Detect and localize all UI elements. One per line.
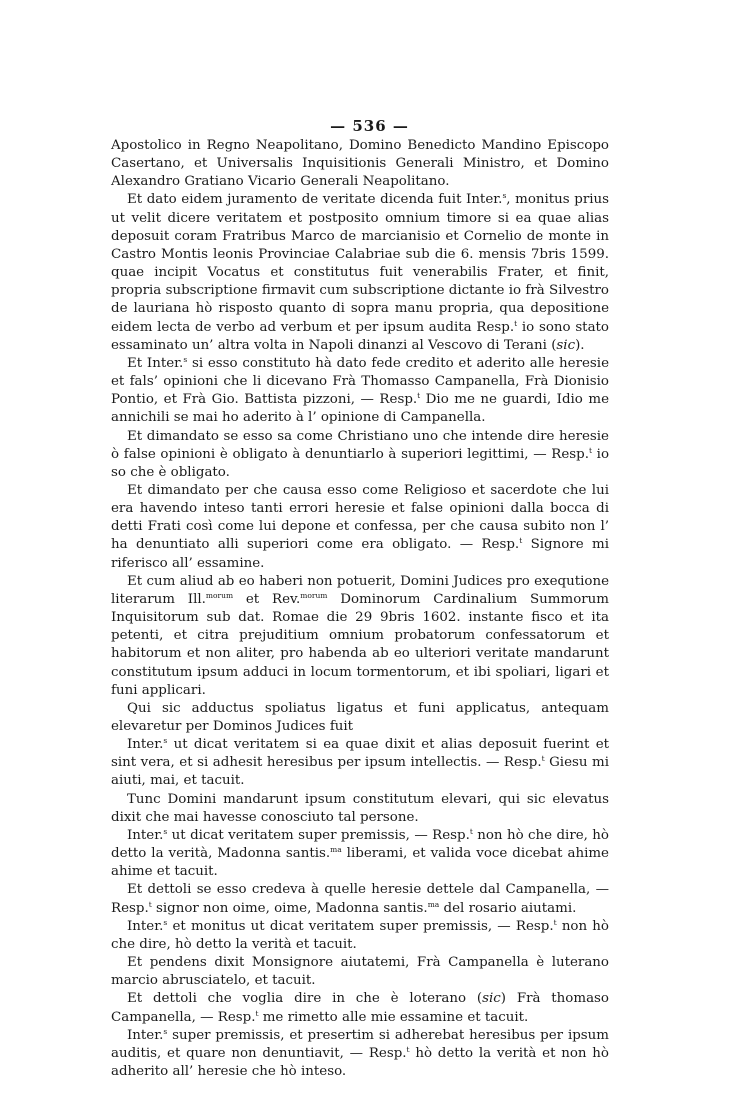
paragraph: Et dimandato per che causa esso come Religioso et sacerdote che lui era havendo inteso tanti errori heresie et false opinioni dalla bocca di detti Frati così come lui depone et confessa, per che causa subito non l’ ha denuntiato alli superiori come era obligato. — Resp.$^t$ Signore mi riferisco all’ essamine.	[111, 482, 609, 571]
paragraph: Qui sic adductus spoliatus ligatus et funi applicatus, antequam elevaretur per Dominos Judices fuit	[111, 700, 609, 734]
paragraph: Inter.$^s$ et monitus ut dicat veritatem super premissis, — Resp.$^t$ non hò che dire, hò detto la verità et tacuit.	[111, 917, 609, 952]
paragraph: Et dettoli che voglia dire in che è loterano (sic) Frà thomaso Campanella, — Resp.$^t$ me rimetto alle mie essamine et tacuit.	[111, 991, 609, 1025]
page-number: — 536 —	[330, 117, 409, 135]
paragraph: Inter.$^s$ super premissis, et presertim si adherebat heresibus per ipsum auditis, et quare non denuntiavit, — Resp.$^t$ hò detto la verità et non hò adherito all’ heresie che hò inteso.	[111, 1026, 609, 1079]
paragraph: Inter.$^s$ ut dicat veritatem super premissis, — Resp.$^t$ non hò che dire, hò detto la verità, Madonna santis.$^{ma}$ liberami, et valida voce dicebat ahime ahime et tacuit.	[111, 826, 609, 880]
paragraph: Apostolico in Regno Neapolitano, Domino Benedicto Mandino Episcopo Casertano, et Universalis Inquisitionis Generali Ministro, et Domino Alexandro Gratiano Vicario Generali Neapolitano.	[111, 138, 609, 190]
paragraph: Et dimandato se esso sa come Christiano uno che intende dire heresie ò false opinioni è obligato à denuntiarlo à superiori legittimi, — Resp.$^t$ io so che è obligato.	[111, 428, 609, 480]
paragraph: Et cum aliud ab eo haberi non potuerit, Domini Judices pro exequtione literarum Ill.$^{morum}$ et Rev.$^{morum}$ Dominorum Cardinalium Summorum Inquisitorum sub dat. Romae die 29 9bris 1602. instante fisco et ita petenti, et citra prejuditium omnium probatorum confessatorum et habitorum et non aliter, pro habenda ab eo ulteriori veritate mandarunt constitutum ipsum adduci in locum tormentorum, et ibi spoliari, ligari et funi applicari.	[111, 573, 609, 698]
paragraph: Tunc Domini mandarunt ipsum constitutum elevari, qui sic elevatus dixit che mai havesse conosciuto tal persone.	[111, 791, 609, 825]
paragraph: Et dettoli se esso credeva à quelle heresie dettele dal Campanella, — Resp.$^t$ signor non oime, oime, Madonna santis.$^{ma}$ del rosario aiutami.	[111, 882, 609, 916]
paragraph: Et dato eidem juramento de veritate dicenda fuit Inter.$^s$, monitus prius ut velit dicere veritatem et postposito omnium timore si ea quae alias deposuit coram Fratribus Marco de marcianisio et Cornelio de monte in Castro Montis leonis Provinciae Calabriae sub die 6. mensis 7bris 1599. quae incipit Vocatus et constitutus fuit venerabilis Frater, et finit, propria subscriptione firmavit cum subscriptione dictante io frà Silvestro de lauriana hò risposto quanto di sopra manu propria, qua depositione eidem lecta de verbo ad verbum et per ipsum audita Resp.$^t$ io sono stato essaminato un’ altra volta in Napoli dinanzi al Vescovo di Terani (sic).	[111, 191, 609, 353]
paragraph: Et Inter.$^s$ si esso constituto hà dato fede credito et aderito alle heresie et fals’ opinioni che li dicevano Frà Thomasso Campanella, Frà Dionisio Pontio, et Frà Gio. Battista pizzoni, — Resp.$^t$ Dio me ne guardi, Idio me annichili se mai ho aderito à l’ opinione di Campanella.	[111, 354, 610, 426]
body-text	[111, 137, 609, 1081]
paragraph: Et pendens dixit Monsignore aiutatemi, Frà Campanella è luterano marcio abrusciatelo, et tacuit.	[111, 955, 609, 989]
paragraph: Inter.$^s$ ut dicat veritatem si ea quae dixit et alias deposuit fuerint et sint vera, et si adhesit heresibus per ipsum intellectis. — Resp.$^t$ Giesu mi aiuti, mai, et tacuit.	[111, 736, 609, 789]
